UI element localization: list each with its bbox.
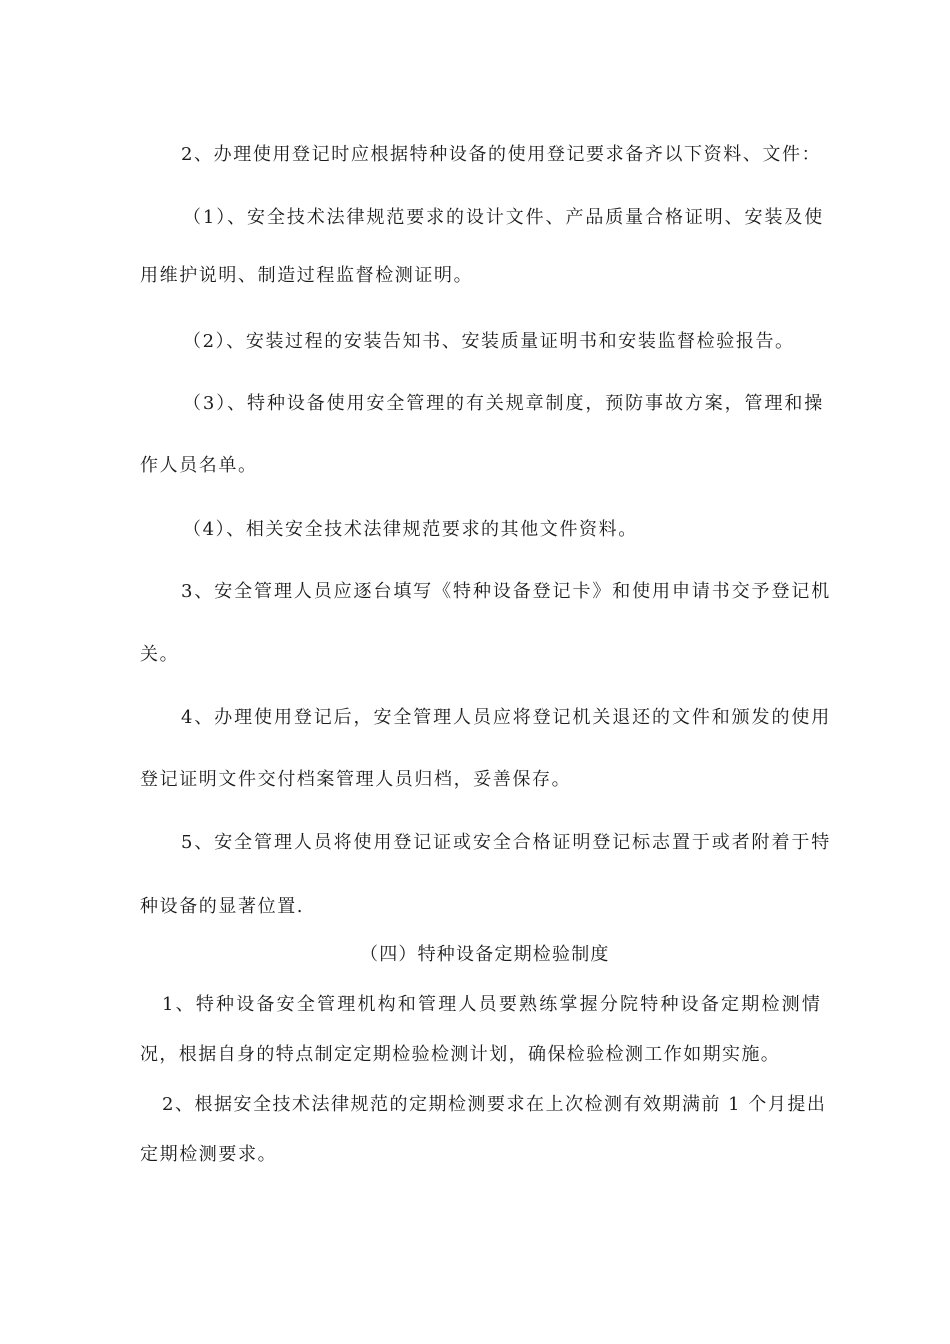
paragraph-item-4-archiving: 4、办理使用登记后，安全管理人员应将登记机关退还的文件和颁发的使用: [181, 707, 832, 728]
sub-item-1-continuation: 用维护说明、制造过程监督检测证明。: [140, 265, 474, 286]
paragraph-item-4-continuation: 登记证明文件交付档案管理人员归档，妥善保存。: [140, 769, 572, 790]
inspection-item-1: 1、特种设备安全管理机构和管理人员要熟练掌握分院特种设备定期检测情: [162, 994, 823, 1015]
inspection-item-2-continuation: 定期检测要求。: [140, 1144, 278, 1165]
paragraph-item-5-continuation: 种设备的显著位置.: [140, 896, 305, 917]
sub-item-2-installation-documents: （2）、安装过程的安装告知书、安装质量证明书和安装监督检验报告。: [183, 331, 795, 352]
section-heading-periodic-inspection: （四）特种设备定期检验制度: [360, 944, 610, 965]
paragraph-item-2-registration-materials: 2、办理使用登记时应根据特种设备的使用登记要求备齐以下资料、文件：: [181, 144, 822, 165]
paragraph-item-3-registration-card: 3、安全管理人员应逐台填写《特种设备登记卡》和使用申请书交予登记机: [181, 581, 832, 602]
paragraph-item-5-registration-mark: 5、安全管理人员将使用登记证或安全合格证明登记标志置于或者附着于特: [181, 832, 832, 853]
paragraph-item-3-continuation: 关。: [140, 644, 180, 665]
sub-item-4-other-documents: （4）、相关安全技术法律规范要求的其他文件资料。: [183, 519, 638, 540]
sub-item-3-management-rules: （3）、特种设备使用安全管理的有关规章制度，预防事故方案，管理和操: [183, 393, 825, 414]
inspection-item-2: 2、根据安全技术法律规范的定期检测要求在上次检测有效期满前 1 个月提出: [162, 1094, 827, 1115]
inspection-item-1-continuation: 况，根据自身的特点制定定期检验检测计划，确保检验检测工作如期实施。: [140, 1044, 781, 1065]
sub-item-3-continuation: 作人员名单。: [140, 455, 258, 476]
sub-item-1-design-documents: （1）、安全技术法律规范要求的设计文件、产品质量合格证明、安装及使: [183, 207, 825, 228]
